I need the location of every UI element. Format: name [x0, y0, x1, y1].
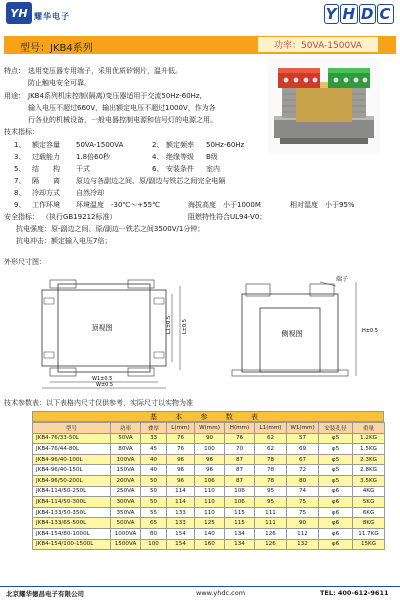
table-cell: 100 — [141, 539, 167, 550]
table-row — [33, 507, 385, 518]
table-cell: 87 — [225, 454, 255, 465]
col-model: 型号 — [33, 423, 111, 434]
table-cell: 95 — [255, 486, 287, 497]
usage-label: 用途： — [4, 92, 25, 100]
table-cell: 133 — [167, 518, 195, 529]
col-L: L(mm) — [167, 423, 195, 434]
table-cell: 57 — [287, 433, 319, 444]
table-cell: JKB4-96/40-100L — [33, 454, 111, 465]
side-view-label: 侧视图 — [281, 330, 303, 338]
table-row — [33, 497, 385, 508]
spec-6-val: 室内 — [206, 165, 220, 173]
footer-phone: TEL: 400-612-9611 — [320, 589, 389, 597]
table-cell: 250VA — [111, 486, 141, 497]
table-cell: JKB4-76/44-80L — [33, 444, 111, 455]
table-cell: 126 — [255, 539, 287, 550]
table-cell: 2.3KG — [353, 454, 385, 465]
col-power: 功率 — [111, 423, 141, 434]
table-cell: 160 — [195, 539, 225, 550]
table-cell: 500VA — [111, 518, 141, 529]
col-W1: W1(mm) — [287, 423, 319, 434]
dim-W1: W1±0.5 — [92, 376, 113, 382]
table-cell: JKB4-154/100-1500L — [33, 539, 111, 550]
table-cell: φ5 — [319, 433, 353, 444]
table-cell: 125 — [195, 518, 225, 529]
table-cell: 1.2KG — [353, 433, 385, 444]
dim-L: L±0.5 — [182, 319, 188, 334]
table-cell: 100VA — [111, 454, 141, 465]
table-cell: φ5 — [319, 465, 353, 476]
power-range-badge: 功率：50VA-1500VA — [258, 37, 378, 52]
side-view-drawing — [232, 282, 356, 376]
table-cell: 45 — [141, 444, 167, 455]
safety-standard: （执行GB19212标准） — [42, 213, 117, 221]
table-cell: 350VA — [111, 507, 141, 518]
table-row — [33, 528, 385, 539]
spec-9-altitude: 海拔高度 小于1000M — [188, 201, 261, 209]
table-cell: 1500VA — [111, 539, 141, 550]
table-cell: 133 — [167, 507, 195, 518]
table-cell: 62 — [255, 444, 287, 455]
spec-6-num: 6、 — [152, 165, 164, 173]
spec-7-val: 原边与各副边之间、原/副边与铁芯之间完全电隔 — [76, 177, 226, 185]
usage-line-2: 输入电压不超过660V，输出额定电压不超过1000V，作为各 — [28, 104, 216, 112]
table-cell: 67 — [287, 454, 319, 465]
col-weight: 重量 — [353, 423, 385, 434]
table-cell: 75 — [287, 497, 319, 508]
table-cell: φ6 — [319, 486, 353, 497]
table-cell: JKB4-96/40-150L — [33, 465, 111, 476]
table-cell: 70 — [225, 444, 255, 455]
usage-line-3: 行各业的机械设备，一般电器控制电源和信号灯的电源之用。 — [28, 116, 217, 124]
spec-3-key: 过载能力 — [32, 153, 60, 161]
spec-2-num: 2、 — [152, 141, 164, 149]
table-row — [33, 433, 385, 444]
col-hole: 安装孔径 — [319, 423, 353, 434]
table-cell: 74 — [287, 486, 319, 497]
table-cell: JKB4-133/65-500L — [33, 518, 111, 529]
table-row — [33, 539, 385, 550]
table-cell: 200VA — [111, 475, 141, 486]
table-cell: 300VA — [111, 497, 141, 508]
table-cell: 11.7KG — [353, 528, 385, 539]
tech-label: 技术指标： — [4, 128, 39, 136]
top-view-drawing — [42, 280, 180, 388]
spec-7-key: 隔 离 — [32, 177, 60, 185]
safety-dielectric: 抗电强度：原-副边之间、原/副边一铁芯之间3500V/1分钟； — [16, 225, 205, 233]
usage-line-1: JKB4系列机床控制(隔离)变压器适用于交流50Hz-60Hz, — [28, 92, 202, 100]
table-cell: 96 — [195, 454, 225, 465]
spec-4-num: 4、 — [152, 153, 164, 161]
table-cell: 90 — [195, 433, 225, 444]
spec-3-num: 3、 — [14, 153, 26, 161]
table-cell: 1000VA — [111, 528, 141, 539]
table-cell: 75 — [287, 507, 319, 518]
footer-website[interactable]: www.yhdc.com — [196, 589, 246, 597]
table-cell: 96 — [167, 454, 195, 465]
params-table-title: 基 本 参 数 表 — [32, 411, 384, 422]
table-cell: 110 — [195, 507, 225, 518]
table-cell: 50VA — [111, 433, 141, 444]
table-row — [33, 444, 385, 455]
table-cell: 114 — [167, 497, 195, 508]
table-cell: φ5 — [319, 454, 353, 465]
table-cell: 80VA — [111, 444, 141, 455]
spec-7-num: 7、 — [14, 177, 26, 185]
spec-5-key: 结 构 — [32, 165, 60, 173]
outline-drawing — [20, 276, 378, 390]
spec-4-val: B级 — [206, 153, 218, 161]
features-label: 特点： — [4, 67, 25, 75]
table-cell: φ6 — [319, 507, 353, 518]
spec-6-key: 安装条件 — [166, 165, 194, 173]
table-cell: 50 — [141, 486, 167, 497]
table-cell: 69 — [287, 444, 319, 455]
table-row — [33, 486, 385, 497]
table-cell: 2.8KG — [353, 465, 385, 476]
terminal-label: 端子 — [336, 276, 349, 283]
table-cell: 40 — [141, 454, 167, 465]
spec-5-val: 干式 — [76, 165, 90, 173]
table-row — [33, 454, 385, 465]
table-cell: JKB4-96/50-200L — [33, 475, 111, 486]
spec-1-key: 额定容量 — [32, 141, 60, 149]
table-cell: 115 — [225, 507, 255, 518]
table-cell: 5KG — [353, 497, 385, 508]
table-cell: 6KG — [353, 507, 385, 518]
table-cell: 95 — [255, 497, 287, 508]
table-cell: 55 — [141, 507, 167, 518]
model-title: 型号：JKB4系列 — [20, 43, 93, 54]
table-cell: 111 — [255, 507, 287, 518]
brand-logo: Y H D C — [325, 5, 392, 23]
table-cell: 106 — [225, 486, 255, 497]
spec-1-val: 50VA-1500VA — [76, 141, 124, 149]
footer-company: 北京耀华德昌电子有限公司 — [6, 590, 84, 598]
table-cell: 115 — [225, 518, 255, 529]
company-logo: YH — [6, 2, 32, 24]
table-cell: 100 — [195, 444, 225, 455]
col-W: W(mm) — [195, 423, 225, 434]
table-cell: φ5 — [319, 475, 353, 486]
table-cell: 150VA — [111, 465, 141, 476]
table-cell: 65 — [141, 518, 167, 529]
table-cell: 106 — [225, 497, 255, 508]
table-cell: 33 — [141, 433, 167, 444]
table-cell: 110 — [195, 497, 225, 508]
spec-8-key: 冷却方式 — [32, 189, 60, 197]
table-row — [33, 465, 385, 476]
table-row — [33, 518, 385, 529]
spec-9-num: 9、 — [14, 201, 26, 209]
safety-surge: 抗电冲击：额定输入电压7倍； — [16, 237, 112, 245]
table-cell: 110 — [195, 486, 225, 497]
table-cell: 78 — [255, 475, 287, 486]
table-cell: φ6 — [319, 518, 353, 529]
dimensions-heading: 外形尺寸图： — [4, 258, 46, 266]
table-cell: JKB4-114/50-300L — [33, 497, 111, 508]
table-cell: 96 — [167, 475, 195, 486]
table-cell: 50 — [141, 497, 167, 508]
params-table — [32, 422, 385, 550]
dim-H: H±0.5 — [362, 328, 378, 334]
spec-9-temp: 环境温度 -30℃～+55℃ — [76, 201, 160, 209]
table-cell: 4KG — [353, 486, 385, 497]
features-line-2: 防止触电安全可靠。 — [28, 79, 91, 87]
table-cell: 114 — [167, 486, 195, 497]
spec-1-num: 1、 — [14, 141, 26, 149]
table-cell: φ6 — [319, 539, 353, 550]
table-cell: φ6 — [319, 497, 353, 508]
col-H: H(mm) — [225, 423, 255, 434]
table-cell: 80 — [141, 528, 167, 539]
spec-3-val: 1.8倍60秒 — [76, 153, 111, 161]
table-cell: 80 — [287, 475, 319, 486]
table-cell: 87 — [225, 465, 255, 476]
table-cell: 126 — [255, 528, 287, 539]
table-cell: 96 — [167, 465, 195, 476]
table-cell: 90 — [287, 518, 319, 529]
spec-8-val: 自然冷却 — [76, 189, 104, 197]
table-row — [33, 475, 385, 486]
table-cell: 40 — [141, 465, 167, 476]
table-cell: JKB4-114/50-250L — [33, 486, 111, 497]
spec-9-humidity: 相对湿度 小于95% — [290, 201, 355, 209]
table-cell: 50 — [141, 475, 167, 486]
transformer-photo — [268, 58, 380, 154]
params-label: 技术参数表：以下表格内尺寸仅供参考，实际尺寸以实物为准 — [4, 399, 193, 407]
table-cell: 154 — [167, 539, 195, 550]
table-cell: 106 — [195, 475, 225, 486]
table-cell: JKB4-133/50-350L — [33, 507, 111, 518]
table-cell: 72 — [287, 465, 319, 476]
table-header-row — [33, 423, 385, 434]
table-cell: 8KG — [353, 518, 385, 529]
table-cell: JKB4-154/80-1000L — [33, 528, 111, 539]
table-cell: 1.5KG — [353, 444, 385, 455]
table-cell: 62 — [255, 433, 287, 444]
table-cell: 78 — [255, 454, 287, 465]
features-line-1: 选用变压器专用端子，采用优质矽钢片，温升低。 — [28, 67, 182, 75]
safety-label: 安全指标： — [4, 213, 39, 221]
table-cell: φ5 — [319, 444, 353, 455]
dim-W: W±0.5 — [96, 382, 114, 388]
spec-4-key: 绝缘等级 — [166, 153, 194, 161]
table-cell: 112 — [287, 528, 319, 539]
table-cell: JKB4-76/33-50L — [33, 433, 111, 444]
table-cell: 134 — [225, 539, 255, 550]
spec-8-num: 8、 — [14, 189, 26, 197]
table-cell: 76 — [225, 433, 255, 444]
spec-2-key: 额定频率 — [166, 141, 194, 149]
company-short-name: 耀华电子 — [34, 12, 70, 21]
col-L1: L1(mm) — [255, 423, 287, 434]
table-cell: 87 — [225, 475, 255, 486]
spec-5-num: 5、 — [14, 165, 26, 173]
top-view-label: 顶视图 — [91, 324, 113, 332]
table-cell: 3.5KG — [353, 475, 385, 486]
table-cell: 111 — [255, 518, 287, 529]
table-cell: 154 — [167, 528, 195, 539]
spec-2-val: 50Hz-60Hz — [206, 141, 245, 149]
table-cell: 15KG — [353, 539, 385, 550]
col-stack: 叠厚 — [141, 423, 167, 434]
table-cell: 96 — [195, 465, 225, 476]
table-cell: 76 — [167, 433, 195, 444]
safety-flame: 阻燃特性符合UL94-V0； — [188, 213, 267, 221]
table-cell: 78 — [255, 465, 287, 476]
table-cell: φ6 — [319, 528, 353, 539]
table-cell: 76 — [167, 444, 195, 455]
footer-divider — [0, 586, 400, 587]
dim-L1: L1±0.5 — [166, 315, 172, 334]
table-cell: 140 — [195, 528, 225, 539]
spec-9-key: 工作环境 — [32, 201, 60, 209]
table-cell: 134 — [225, 528, 255, 539]
table-cell: 132 — [287, 539, 319, 550]
